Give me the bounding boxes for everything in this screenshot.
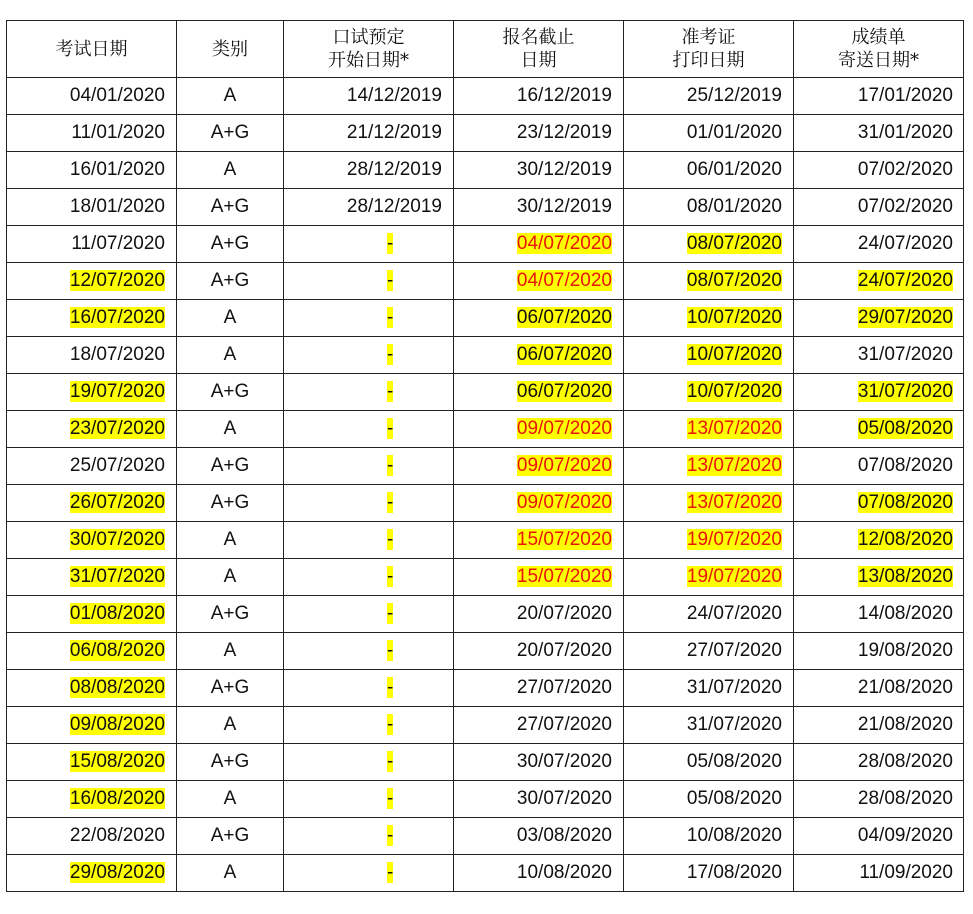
- cell-value: 13/07/2020: [686, 418, 782, 439]
- cell-admission-print-date: [624, 781, 794, 818]
- cell-value: A+G: [210, 381, 250, 402]
- cell-type: [177, 226, 284, 263]
- cell-type: [177, 485, 284, 522]
- cell-registration-deadline: [454, 596, 624, 633]
- cell-result-mail-date: [794, 226, 964, 263]
- cell-admission-print-date: [624, 189, 794, 226]
- cell-value: 16/08/2020: [69, 788, 165, 809]
- table-row: [7, 670, 964, 707]
- cell-value: -: [387, 566, 394, 587]
- cell-result-mail-date: [794, 522, 964, 559]
- cell-result-mail-date: [794, 263, 964, 300]
- cell-value: 08/07/2020: [686, 233, 782, 254]
- cell-registration-deadline: [454, 78, 624, 115]
- cell-value: 09/07/2020: [516, 418, 612, 439]
- cell-value: 04/07/2020: [516, 233, 612, 254]
- cell-registration-deadline: [454, 559, 624, 596]
- table-row: [7, 337, 964, 374]
- cell-value: 23/07/2020: [69, 418, 165, 439]
- cell-registration-deadline: [454, 152, 624, 189]
- cell-registration-deadline: [454, 522, 624, 559]
- cell-admission-print-date: [624, 596, 794, 633]
- table-row: [7, 744, 964, 781]
- cell-value: 01/08/2020: [69, 603, 165, 624]
- cell-registration-deadline: [454, 448, 624, 485]
- exam-schedule-table: [6, 20, 964, 892]
- cell-registration-deadline: [454, 633, 624, 670]
- cell-value: 28/12/2019: [346, 159, 442, 180]
- cell-value: 19/07/2020: [686, 566, 782, 587]
- cell-value: 15/08/2020: [69, 751, 165, 772]
- cell-value: 19/08/2020: [857, 640, 953, 661]
- cell-value: 10/07/2020: [686, 344, 782, 365]
- cell-value: 04/01/2020: [69, 85, 165, 106]
- cell-exam-date: [7, 374, 177, 411]
- cell-value: -: [387, 492, 394, 513]
- cell-oral-start-date: [284, 522, 454, 559]
- cell-value: 30/12/2019: [516, 159, 612, 180]
- cell-value: 17/08/2020: [686, 862, 782, 883]
- cell-result-mail-date: [794, 115, 964, 152]
- table-row: [7, 707, 964, 744]
- table-row: [7, 152, 964, 189]
- table-row: [7, 485, 964, 522]
- cell-value: 03/08/2020: [516, 825, 612, 846]
- cell-admission-print-date: [624, 559, 794, 596]
- cell-value: 31/07/2020: [69, 566, 165, 587]
- cell-value: -: [387, 418, 394, 439]
- cell-value: A: [223, 566, 237, 587]
- table-row: [7, 596, 964, 633]
- cell-value: 25/07/2020: [69, 455, 165, 476]
- cell-type: [177, 78, 284, 115]
- cell-exam-date: [7, 633, 177, 670]
- cell-value: 04/09/2020: [857, 825, 953, 846]
- cell-registration-deadline: [454, 670, 624, 707]
- cell-value: 21/12/2019: [346, 122, 442, 143]
- cell-value: 06/08/2020: [69, 640, 165, 661]
- cell-value: -: [387, 270, 394, 291]
- cell-value: 07/02/2020: [857, 196, 953, 217]
- cell-value: A+G: [210, 603, 250, 624]
- cell-result-mail-date: [794, 337, 964, 374]
- cell-registration-deadline: [454, 374, 624, 411]
- cell-value: 30/07/2020: [516, 751, 612, 772]
- cell-value: 14/12/2019: [346, 85, 442, 106]
- cell-value: 29/07/2020: [857, 307, 953, 328]
- cell-result-mail-date: [794, 78, 964, 115]
- cell-value: 23/12/2019: [516, 122, 612, 143]
- cell-value: 14/08/2020: [857, 603, 953, 624]
- cell-oral-start-date: [284, 633, 454, 670]
- cell-value: 07/02/2020: [857, 159, 953, 180]
- cell-exam-date: [7, 485, 177, 522]
- cell-type: [177, 152, 284, 189]
- cell-exam-date: [7, 337, 177, 374]
- header-row: [7, 21, 964, 78]
- table-body: [7, 78, 964, 892]
- cell-type: [177, 189, 284, 226]
- cell-type: [177, 374, 284, 411]
- cell-value: A+G: [210, 233, 250, 254]
- cell-registration-deadline: [454, 300, 624, 337]
- cell-exam-date: [7, 300, 177, 337]
- cell-value: 13/07/2020: [686, 492, 782, 513]
- cell-result-mail-date: [794, 189, 964, 226]
- table-row: [7, 263, 964, 300]
- cell-oral-start-date: [284, 300, 454, 337]
- table-row: [7, 448, 964, 485]
- cell-value: 06/07/2020: [516, 307, 612, 328]
- cell-value: 15/07/2020: [516, 566, 612, 587]
- table-row: [7, 115, 964, 152]
- table-row: [7, 522, 964, 559]
- cell-value: A: [223, 418, 237, 439]
- cell-value: 09/07/2020: [516, 492, 612, 513]
- cell-oral-start-date: [284, 115, 454, 152]
- cell-value: 11/01/2020: [71, 122, 165, 143]
- cell-oral-start-date: [284, 411, 454, 448]
- cell-value: A: [223, 714, 237, 735]
- cell-type: [177, 744, 284, 781]
- cell-type: [177, 596, 284, 633]
- cell-type: [177, 670, 284, 707]
- table-header: [7, 21, 964, 78]
- cell-registration-deadline: [454, 226, 624, 263]
- cell-value: 10/08/2020: [686, 825, 782, 846]
- cell-admission-print-date: [624, 633, 794, 670]
- cell-value: -: [387, 862, 394, 883]
- cell-exam-date: [7, 855, 177, 892]
- cell-type: [177, 559, 284, 596]
- cell-value: A+G: [210, 492, 250, 513]
- cell-oral-start-date: [284, 781, 454, 818]
- cell-exam-date: [7, 226, 177, 263]
- cell-type: [177, 337, 284, 374]
- cell-result-mail-date: [794, 855, 964, 892]
- cell-value: 04/07/2020: [516, 270, 612, 291]
- cell-oral-start-date: [284, 226, 454, 263]
- cell-value: 17/01/2020: [857, 85, 953, 106]
- cell-admission-print-date: [624, 744, 794, 781]
- cell-value: 27/07/2020: [516, 714, 612, 735]
- cell-value: 27/07/2020: [516, 677, 612, 698]
- cell-value: A+G: [210, 270, 250, 291]
- cell-value: -: [387, 529, 394, 550]
- cell-result-mail-date: [794, 559, 964, 596]
- cell-exam-date: [7, 115, 177, 152]
- cell-oral-start-date: [284, 855, 454, 892]
- cell-value: 16/07/2020: [69, 307, 165, 328]
- cell-value: 07/08/2020: [857, 455, 953, 476]
- table-row: [7, 189, 964, 226]
- cell-type: [177, 818, 284, 855]
- cell-value: 09/08/2020: [69, 714, 165, 735]
- cell-value: 19/07/2020: [686, 529, 782, 550]
- cell-type: [177, 411, 284, 448]
- table-row: [7, 300, 964, 337]
- cell-admission-print-date: [624, 855, 794, 892]
- cell-value: -: [387, 455, 394, 476]
- cell-value: 30/12/2019: [516, 196, 612, 217]
- cell-exam-date: [7, 744, 177, 781]
- cell-oral-start-date: [284, 744, 454, 781]
- cell-type: [177, 300, 284, 337]
- table-row: [7, 781, 964, 818]
- cell-admission-print-date: [624, 115, 794, 152]
- cell-admission-print-date: [624, 485, 794, 522]
- cell-admission-print-date: [624, 707, 794, 744]
- cell-registration-deadline: [454, 263, 624, 300]
- cell-result-mail-date: [794, 300, 964, 337]
- cell-result-mail-date: [794, 633, 964, 670]
- cell-value: -: [387, 788, 394, 809]
- cell-value: 15/07/2020: [516, 529, 612, 550]
- cell-value: 28/08/2020: [857, 788, 953, 809]
- cell-value: 30/07/2020: [516, 788, 612, 809]
- cell-value: 31/01/2020: [857, 122, 953, 143]
- cell-admission-print-date: [624, 300, 794, 337]
- cell-value: 12/08/2020: [857, 529, 953, 550]
- table-row: [7, 855, 964, 892]
- cell-value: 08/07/2020: [686, 270, 782, 291]
- cell-value: A+G: [210, 751, 250, 772]
- cell-exam-date: [7, 448, 177, 485]
- cell-value: A: [223, 640, 237, 661]
- cell-oral-start-date: [284, 485, 454, 522]
- cell-oral-start-date: [284, 152, 454, 189]
- table-row: [7, 411, 964, 448]
- cell-value: 06/01/2020: [686, 159, 782, 180]
- cell-value: -: [387, 640, 394, 661]
- cell-value: 08/01/2020: [686, 196, 782, 217]
- cell-value: -: [387, 825, 394, 846]
- cell-value: 24/07/2020: [857, 233, 953, 254]
- cell-value: 08/08/2020: [69, 677, 165, 698]
- cell-result-mail-date: [794, 596, 964, 633]
- cell-result-mail-date: [794, 670, 964, 707]
- cell-value: A: [223, 529, 237, 550]
- cell-value: A: [223, 159, 237, 180]
- cell-value: 26/07/2020: [69, 492, 165, 513]
- cell-registration-deadline: [454, 411, 624, 448]
- cell-admission-print-date: [624, 337, 794, 374]
- cell-value: 21/08/2020: [857, 714, 953, 735]
- table-row: [7, 374, 964, 411]
- cell-value: 05/08/2020: [857, 418, 953, 439]
- cell-oral-start-date: [284, 559, 454, 596]
- cell-value: 25/12/2019: [686, 85, 782, 106]
- table-row: [7, 78, 964, 115]
- cell-value: 20/07/2020: [516, 603, 612, 624]
- cell-value: 11/09/2020: [859, 862, 953, 883]
- cell-value: 31/07/2020: [857, 381, 953, 402]
- cell-registration-deadline: [454, 337, 624, 374]
- header-admission-print-date: 准考证 打印日期: [624, 21, 794, 78]
- cell-exam-date: [7, 263, 177, 300]
- cell-oral-start-date: [284, 448, 454, 485]
- cell-value: A: [223, 307, 237, 328]
- cell-admission-print-date: [624, 522, 794, 559]
- cell-admission-print-date: [624, 374, 794, 411]
- cell-value: 12/07/2020: [69, 270, 165, 291]
- cell-registration-deadline: [454, 115, 624, 152]
- cell-exam-date: [7, 152, 177, 189]
- cell-value: 11/07/2020: [71, 233, 165, 254]
- cell-registration-deadline: [454, 855, 624, 892]
- cell-result-mail-date: [794, 485, 964, 522]
- cell-value: 31/07/2020: [686, 714, 782, 735]
- cell-value: A: [223, 862, 237, 883]
- cell-result-mail-date: [794, 411, 964, 448]
- cell-result-mail-date: [794, 448, 964, 485]
- header-registration-deadline: 报名截止 日期: [454, 21, 624, 78]
- cell-exam-date: [7, 559, 177, 596]
- cell-value: 13/07/2020: [686, 455, 782, 476]
- header-result-mail-date: 成绩单 寄送日期*: [794, 21, 964, 78]
- cell-type: [177, 707, 284, 744]
- cell-exam-date: [7, 707, 177, 744]
- cell-result-mail-date: [794, 374, 964, 411]
- cell-value: -: [387, 714, 394, 735]
- header-exam-date: 考试日期: [7, 21, 177, 78]
- cell-exam-date: [7, 596, 177, 633]
- cell-admission-print-date: [624, 263, 794, 300]
- cell-value: 31/07/2020: [686, 677, 782, 698]
- table-row: [7, 559, 964, 596]
- cell-value: A+G: [210, 455, 250, 476]
- cell-oral-start-date: [284, 337, 454, 374]
- cell-result-mail-date: [794, 152, 964, 189]
- cell-result-mail-date: [794, 707, 964, 744]
- cell-value: 13/08/2020: [857, 566, 953, 587]
- cell-type: [177, 448, 284, 485]
- cell-type: [177, 115, 284, 152]
- cell-result-mail-date: [794, 744, 964, 781]
- cell-exam-date: [7, 411, 177, 448]
- cell-value: 10/07/2020: [686, 307, 782, 328]
- cell-value: 07/08/2020: [857, 492, 953, 513]
- cell-admission-print-date: [624, 670, 794, 707]
- cell-value: -: [387, 677, 394, 698]
- cell-admission-print-date: [624, 226, 794, 263]
- cell-value: 24/07/2020: [686, 603, 782, 624]
- table-row: [7, 818, 964, 855]
- cell-value: A+G: [210, 122, 250, 143]
- cell-type: [177, 781, 284, 818]
- cell-value: -: [387, 381, 394, 402]
- cell-exam-date: [7, 781, 177, 818]
- cell-registration-deadline: [454, 781, 624, 818]
- table-row: [7, 633, 964, 670]
- cell-oral-start-date: [284, 596, 454, 633]
- cell-value: 10/07/2020: [686, 381, 782, 402]
- cell-value: 27/07/2020: [686, 640, 782, 661]
- cell-type: [177, 633, 284, 670]
- cell-oral-start-date: [284, 670, 454, 707]
- cell-registration-deadline: [454, 707, 624, 744]
- cell-oral-start-date: [284, 707, 454, 744]
- cell-admission-print-date: [624, 818, 794, 855]
- cell-value: A: [223, 788, 237, 809]
- cell-exam-date: [7, 670, 177, 707]
- cell-type: [177, 855, 284, 892]
- cell-value: 20/07/2020: [516, 640, 612, 661]
- cell-oral-start-date: [284, 263, 454, 300]
- cell-value: 18/01/2020: [69, 196, 165, 217]
- cell-value: 06/07/2020: [516, 381, 612, 402]
- table-row: [7, 226, 964, 263]
- header-type: 类别: [177, 21, 284, 78]
- cell-value: 05/08/2020: [686, 751, 782, 772]
- cell-value: 18/07/2020: [69, 344, 165, 365]
- cell-value: -: [387, 751, 394, 772]
- cell-exam-date: [7, 522, 177, 559]
- cell-admission-print-date: [624, 78, 794, 115]
- cell-value: 06/07/2020: [516, 344, 612, 365]
- cell-value: 22/08/2020: [69, 825, 165, 846]
- cell-registration-deadline: [454, 189, 624, 226]
- cell-admission-print-date: [624, 152, 794, 189]
- header-oral-start-date: 口试预定 开始日期*: [284, 21, 454, 78]
- cell-oral-start-date: [284, 189, 454, 226]
- cell-value: -: [387, 344, 394, 365]
- cell-value: 19/07/2020: [69, 381, 165, 402]
- cell-type: [177, 263, 284, 300]
- cell-value: 09/07/2020: [516, 455, 612, 476]
- cell-admission-print-date: [624, 448, 794, 485]
- cell-value: 16/01/2020: [69, 159, 165, 180]
- cell-result-mail-date: [794, 781, 964, 818]
- cell-value: A+G: [210, 825, 250, 846]
- cell-value: 21/08/2020: [857, 677, 953, 698]
- cell-registration-deadline: [454, 485, 624, 522]
- cell-oral-start-date: [284, 374, 454, 411]
- cell-value: A+G: [210, 677, 250, 698]
- cell-admission-print-date: [624, 411, 794, 448]
- cell-value: 24/07/2020: [857, 270, 953, 291]
- cell-value: A: [223, 344, 237, 365]
- cell-result-mail-date: [794, 818, 964, 855]
- cell-registration-deadline: [454, 744, 624, 781]
- cell-exam-date: [7, 78, 177, 115]
- cell-value: 10/08/2020: [516, 862, 612, 883]
- cell-value: -: [387, 307, 394, 328]
- cell-value: 31/07/2020: [857, 344, 953, 365]
- cell-registration-deadline: [454, 818, 624, 855]
- cell-value: A+G: [210, 196, 250, 217]
- cell-oral-start-date: [284, 818, 454, 855]
- cell-value: 28/08/2020: [857, 751, 953, 772]
- cell-value: A: [223, 85, 237, 106]
- cell-value: -: [387, 603, 394, 624]
- cell-value: 16/12/2019: [516, 85, 612, 106]
- cell-exam-date: [7, 189, 177, 226]
- cell-value: 29/08/2020: [69, 862, 165, 883]
- cell-exam-date: [7, 818, 177, 855]
- cell-value: 05/08/2020: [686, 788, 782, 809]
- cell-value: -: [387, 233, 394, 254]
- cell-oral-start-date: [284, 78, 454, 115]
- cell-type: [177, 522, 284, 559]
- cell-value: 28/12/2019: [346, 196, 442, 217]
- cell-value: 30/07/2020: [69, 529, 165, 550]
- cell-value: 01/01/2020: [686, 122, 782, 143]
